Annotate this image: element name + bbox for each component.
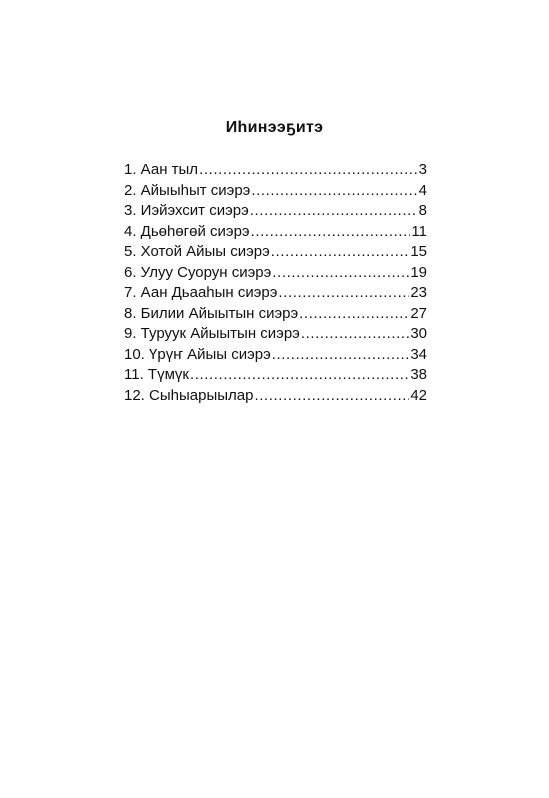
toc-entry — [124, 222, 427, 243]
toc-entry-label: 1. Аан тыл — [124, 161, 199, 178]
toc-entry — [124, 324, 427, 345]
toc-entry — [124, 242, 427, 263]
toc-entry-label: 7. Аан Дьааһын сиэрэ — [124, 284, 278, 301]
toc-entry-page: 11 — [411, 222, 427, 240]
toc-entry-page: 34 — [410, 345, 427, 363]
toc-entry-label: 11. Түмүк — [124, 366, 189, 383]
toc-entry-page: 19 — [410, 263, 427, 281]
toc-entry — [124, 160, 427, 181]
toc-entry — [124, 386, 427, 407]
toc-leader-dots — [250, 201, 418, 222]
toc-entry-label: 4. Дьөһөгөй сиэрэ — [124, 222, 250, 240]
toc-entry — [124, 263, 427, 284]
toc-entry — [124, 365, 427, 386]
toc-leader-dots — [251, 181, 417, 202]
toc-entry-page: 38 — [410, 366, 427, 383]
toc-entry-page: 8 — [418, 202, 427, 219]
toc-entry-label: 5. Хотой Айыы сиэрэ — [124, 243, 270, 260]
toc-leader-dots — [278, 283, 409, 304]
toc-entry — [124, 181, 427, 202]
table-of-contents — [124, 160, 427, 406]
toc-entry-label: 2. Айыыһыт сиэрэ — [124, 181, 251, 199]
toc-leader-dots — [190, 365, 409, 386]
toc-entry-label: 9. Туруук Айыытын сиэрэ — [124, 325, 300, 342]
toc-entry-label: 10. Үрүҥ Айыы сиэрэ — [124, 345, 271, 363]
toc-entry-page: 23 — [410, 284, 427, 301]
toc-entry-label: 8. Билии Айыытын сиэрэ — [124, 304, 299, 322]
toc-entry — [124, 345, 427, 366]
toc-entry-label: 12. Сыһыарыылар — [124, 386, 254, 404]
toc-entry-page: 30 — [410, 325, 427, 342]
toc-leader-dots — [272, 345, 410, 366]
toc-entry-label: 3. Иэйэхсит сиэрэ — [124, 202, 249, 219]
toc-leader-dots — [301, 324, 410, 345]
toc-entry — [124, 283, 427, 304]
toc-leader-dots — [254, 386, 409, 407]
page-title: Иһинээҕитэ — [225, 119, 324, 136]
toc-leader-dots — [251, 222, 411, 243]
toc-entry — [124, 304, 427, 325]
toc-entry-page: 3 — [418, 161, 427, 178]
toc-leader-dots — [299, 304, 409, 325]
toc-entry-label: 6. Улуу Суорун сиэрэ — [124, 263, 272, 281]
toc-leader-dots — [272, 263, 409, 284]
toc-leader-dots — [199, 160, 418, 181]
toc-entry — [124, 201, 427, 222]
toc-entry-page: 42 — [410, 386, 427, 404]
toc-entry-page: 4 — [418, 181, 427, 199]
toc-entry-page: 15 — [410, 243, 427, 260]
toc-leader-dots — [271, 242, 410, 263]
toc-entry-page: 27 — [410, 304, 427, 322]
